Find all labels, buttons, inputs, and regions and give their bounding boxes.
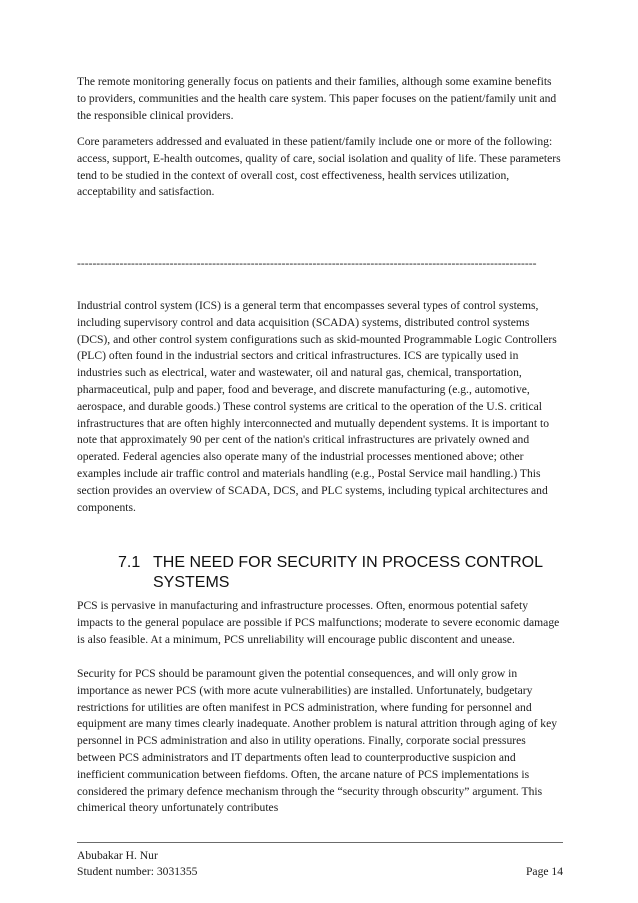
paragraph-pcs-security: Security for PCS should be paramount given the potential consequences, and will only grow in importance as newer PCS (with more acute vulnerabilities) are installed. Unfortunately, budgetary restrictions for utilities are often manifest in PCS administration, where funding for personnel and equipment are many times clearly inadequate. Another problem is natural attrition through aging of key personnel in PCS administration and also in utility operations. Finally, corporate social pressures between PCS administrators and IT departments often lead to counterproductive suspicion and inefficient communication between fiefdoms. Often, the arcane nature of PCS implementations is considered the primary defence mechanism through the “security through obscurity” argument. This chimerical theory unfortunately contributes	[77, 667, 558, 815]
paragraph-pcs-pervasive: PCS is pervasive in manufacturing and infrastructure processes. Often, enormous potential safety impacts to the general populace are possible if PCS malfunctions; moderate to severe economic damage is also feasible. At a minimum, PCS unreliability will encourage public discontent and unease.	[77, 599, 560, 646]
section-number: 7.1	[118, 554, 141, 571]
footer-student-number: Student number: 3031355	[77, 865, 198, 878]
dashed-separator: -----------------------------------------------------------------------------------------------------------------------	[77, 257, 537, 270]
paragraph-core-parameters: Core parameters addressed and evaluated in these patient/family include one or more of the following: access, support, E-health outcomes, quality of care, social isolation and quality of life. These parameters tend to be studied in the context of overall cost, cost effectiveness, health services utilization, acceptability and satisfaction.	[77, 135, 561, 199]
footer-page-number: Page 14	[525, 865, 563, 878]
footer-divider	[77, 842, 563, 843]
section-title: THE NEED FOR SECURITY IN PROCESS CONTROL SYSTEMS	[153, 554, 543, 591]
paragraph-remote-monitoring: The remote monitoring generally focus on patients and their families, although some examine benefits to providers, communities and the health care system. This paper focuses on the patient/family unit and the responsible clinical providers.	[77, 75, 557, 122]
footer-author: Abubakar H. Nur	[77, 849, 158, 862]
paragraph-ics-definition: Industrial control system (ICS) is a general term that encompasses several types of control systems, including supervisory control and data acquisition (SCADA) systems, distributed control systems (DCS), and other control system configurations such as skid-mounted Programmable Logic Controllers (PLC) often found in the industrial sectors and critical infrastructures. ICS are typically used in industries such as electrical, water and wastewater, oil and natural gas, chemical, transportation, pharmaceutical, pulp and paper, food and beverage, and discrete manufacturing (e.g., automotive, aerospace, and durable goods.) These control systems are critical to the operation of the U.S. critical infrastructures that are often highly interconnected and mutually dependent systems. It is important to note that approximately 90 per cent of the nation's critical infrastructures are privately owned and operated. Federal agencies also operate many of the industrial processes mentioned above; other examples include air traffic control and materials handling (e.g., Postal Service mail handling.) This section provides an overview of SCADA, DCS, and PLC systems, including typical architectures and components.	[77, 299, 557, 514]
page-footer	[77, 848, 563, 880]
